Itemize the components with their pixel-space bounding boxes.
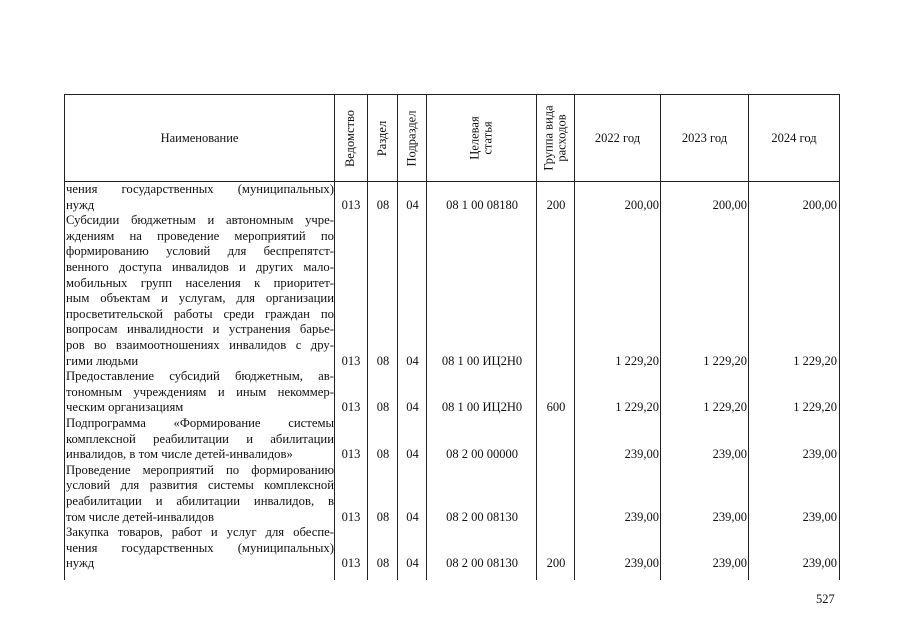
row-2023: 239,00 xyxy=(712,447,747,462)
header-2024-label: 2024 год xyxy=(771,130,817,145)
row-2024: 239,00 xyxy=(802,556,837,571)
row-name-line: нужд xyxy=(66,197,95,212)
header-2023 xyxy=(661,95,748,181)
header-vedomstvo-label: Ведомство xyxy=(343,109,358,167)
row-2022: 239,00 xyxy=(624,509,659,524)
row-name-line: Закупка товаров, работ и услуг для обеспе- xyxy=(66,525,334,540)
header-podrazdel-label: Подраздел xyxy=(404,110,419,166)
row-name-line: инвалидов, в том числе детей-инвалидов» xyxy=(66,447,293,462)
row-2022: 1 229,20 xyxy=(615,400,659,415)
header-celevaya xyxy=(427,95,536,181)
header-gruppa-line2: расходов xyxy=(554,114,569,162)
row-name-line: Субсидии бюджетным и автономным учре- xyxy=(66,213,334,228)
row-gruppa: 600 xyxy=(546,400,566,415)
row-podrazdel: 04 xyxy=(406,197,419,212)
row-vedomstvo: 013 xyxy=(341,400,361,415)
header-gruppa xyxy=(537,95,574,181)
header-2022 xyxy=(575,95,660,181)
header-gruppa-line1: Группа вида xyxy=(541,105,556,171)
row-podrazdel: 04 xyxy=(406,353,419,368)
header-celevaya-label xyxy=(469,116,495,159)
row-name-line: чения государственных (муниципальных) xyxy=(66,182,334,196)
row-vedomstvo: 013 xyxy=(341,197,361,212)
row-podrazdel: 04 xyxy=(406,509,419,524)
row-name-line: гими людьми xyxy=(66,353,139,368)
row-name-line: Предоставление субсидий бюджетным, ав- xyxy=(66,369,334,384)
row-razdel: 08 xyxy=(376,556,390,571)
row-podrazdel: 04 xyxy=(406,447,419,462)
row-name-line: вопросам инвалидности и устранения барье- xyxy=(66,322,334,337)
row-name-line: нужд xyxy=(66,556,95,571)
page-number: 527 xyxy=(816,592,835,606)
row-celevaya: 08 1 00 08180 xyxy=(446,197,518,212)
row-name-line: комплексной реабилитации и абилитации xyxy=(66,431,334,446)
row-name-line: Подпрограмма «Формирование системы xyxy=(66,416,334,430)
header-celevaya-line1: Целевая xyxy=(467,116,482,160)
row-name-line: венного доступа инвалидов и других мало- xyxy=(66,260,334,274)
row-2022: 1 229,20 xyxy=(615,353,659,368)
row-razdel: 08 xyxy=(376,197,390,212)
row-name-line: том числе детей-инвалидов xyxy=(66,509,214,524)
header-razdel xyxy=(368,95,397,181)
budget-table xyxy=(64,94,840,580)
row-vedomstvo: 013 xyxy=(341,353,361,368)
row-razdel: 08 xyxy=(376,353,390,368)
row-name-line: чения государственных (муниципальных) xyxy=(66,540,334,555)
row-name-line: формированию условий для беспрепятст- xyxy=(66,244,334,259)
header-name xyxy=(65,95,334,181)
header-vedomstvo xyxy=(335,95,367,181)
row-vedomstvo: 013 xyxy=(341,556,361,571)
row-2022: 239,00 xyxy=(624,447,659,462)
header-name-label: Наименование xyxy=(160,130,239,145)
row-2023: 1 229,20 xyxy=(703,353,747,368)
row-2024: 200,00 xyxy=(802,197,837,212)
header-2022-label: 2022 год xyxy=(594,130,641,145)
row-podrazdel: 04 xyxy=(406,400,419,415)
row-2023: 239,00 xyxy=(712,509,747,524)
row-2024: 1 229,20 xyxy=(793,400,837,415)
row-name-line: ным объектам и услугам, для организации xyxy=(66,291,334,306)
row-gruppa: 200 xyxy=(546,556,566,571)
row-name-line: ческим организациям xyxy=(66,400,184,415)
row-razdel: 08 xyxy=(376,400,390,415)
row-name-line: Проведение мероприятий по формированию xyxy=(66,462,334,477)
row-name-line: мобильных групп населения к приоритет- xyxy=(66,275,334,290)
row-2022: 239,00 xyxy=(624,556,659,571)
row-podrazdel: 04 xyxy=(406,556,419,571)
row-celevaya: 08 2 00 08130 xyxy=(446,556,518,571)
row-name-line: ров во взаимоотношениях инвалидов с дру- xyxy=(66,338,334,352)
header-2023-label: 2023 год xyxy=(681,130,728,145)
row-vedomstvo: 013 xyxy=(341,447,361,462)
row-2023: 239,00 xyxy=(712,556,747,571)
row-2023: 200,00 xyxy=(712,197,747,212)
header-podrazdel xyxy=(398,95,426,181)
row-celevaya: 08 2 00 08130 xyxy=(446,509,518,524)
row-2022: 200,00 xyxy=(624,197,659,212)
row-2024: 239,00 xyxy=(802,447,837,462)
header-celevaya-line2: статья xyxy=(480,121,495,155)
row-vedomstvo: 013 xyxy=(341,509,361,524)
header-razdel-label: Раздел xyxy=(375,120,390,156)
header-2024 xyxy=(749,95,839,181)
row-celevaya: 08 1 00 ИЦ2Н0 xyxy=(441,400,523,415)
row-celevaya: 08 1 00 ИЦ2Н0 xyxy=(441,353,523,368)
header-gruppa-label xyxy=(543,105,569,170)
row-name-line: просветительской работы среди граждан по xyxy=(66,306,334,321)
row-2023: 1 229,20 xyxy=(703,400,747,415)
row-celevaya: 08 2 00 00000 xyxy=(446,447,518,462)
row-gruppa: 200 xyxy=(546,197,566,212)
row-name-line: реабилитации и абилитации инвалидов, в xyxy=(66,494,334,508)
row-razdel: 08 xyxy=(376,509,390,524)
row-name-line: ждениям на проведение мероприятий по xyxy=(66,228,334,243)
row-name-line: тономным учреждениям и иным некоммер- xyxy=(66,384,334,399)
row-2024: 1 229,20 xyxy=(793,353,837,368)
row-razdel: 08 xyxy=(376,447,390,462)
row-name-line: условий для развития системы комплексной xyxy=(66,478,334,493)
row-2024: 239,00 xyxy=(802,509,837,524)
